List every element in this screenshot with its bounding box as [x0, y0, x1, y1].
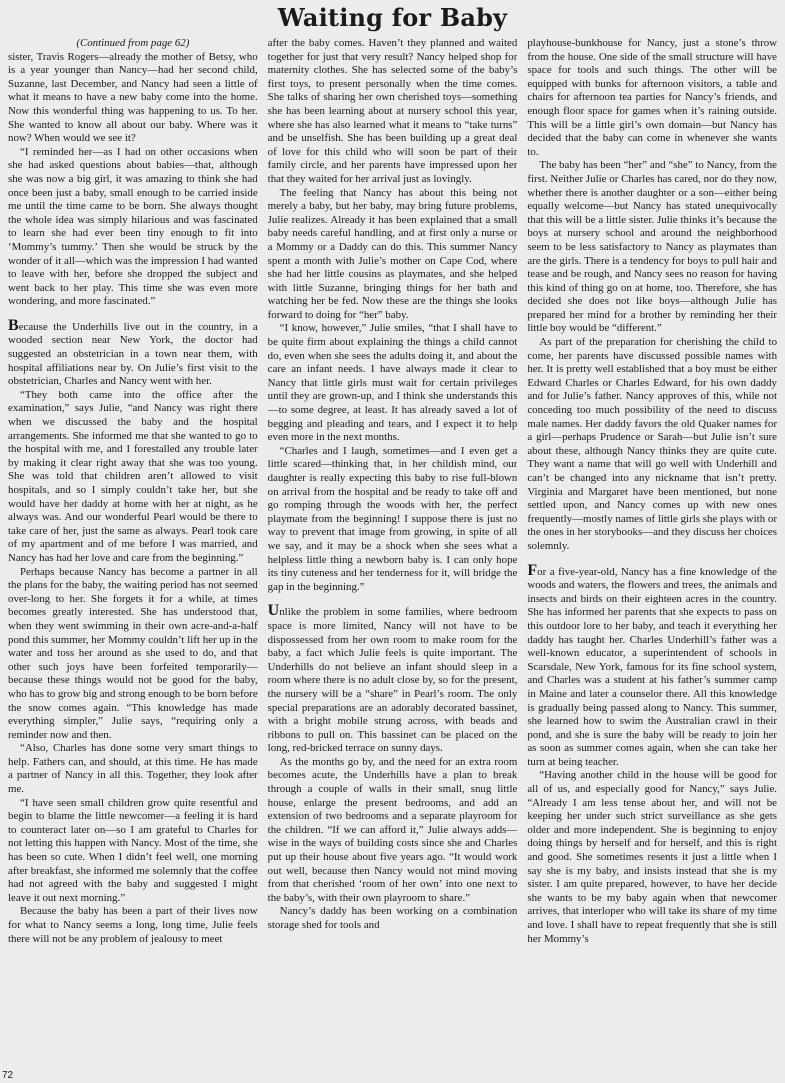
paragraph-text: ecause the Underhills live out in the country, in a wooded section near New York, the doctor had suggested an obstetrician in a town near them, with hospital affiliations near by. On Julie’s first visit to the obstetrician, Charles and Nancy went with her. — [8, 320, 258, 388]
page-number: 72 — [2, 1070, 14, 1081]
paragraph — [268, 187, 518, 323]
drop-cap: B — [8, 316, 19, 334]
paragraph — [268, 604, 518, 756]
paragraph — [8, 146, 258, 309]
paragraph-text: “They both came into the office after the examination,” says Julie, “and Nancy was right there when we discussed the baby and the hospital arrangements. She informed me that she wanted to go to the hospital with me, and I forestalled any trouble later by making it clear right away that she was too young. She was told that children aren’t allowed to visit hospitals, and so I simply couldn’t take her, but she would have her daddy at home with her at night, as he always was. And our wonderful Pearl would be there to take care of her, just the same as always. Pearl took care of my apartment and of me before I was married, and Nancy has had her love and care from the beginning.” — [8, 388, 258, 564]
paragraph-text: “I have seen small children grow quite resentful and begin to blame the little newcomer—a feeling it is hard to counteract later on—so I am grateful to Charles for not letting this happen with Nancy. Most of the time, she has been so cute. When I didn’t feel well, one morning after breakfast, she informed me solemnly that the coffee had not agreed with the baby and suggested I might leave it out next morning.” — [8, 796, 258, 904]
drop-cap: F — [527, 561, 538, 579]
paragraph-text: As the months go by, and the need for an extra room becomes acute, the Underhills have a plan to break through a couple of walls in their small, snug little house, enlarge the present bedrooms, and add an extension of two bedrooms and a separate playroom for the children. “If we can afford it,” Julie always adds—wise in the ways of building costs since she and Charles put up their house about five years ago. “It would work out well, because then Nancy would not mind moving from that cherished ‘room of her own’ into one next to the baby’s, with their own playroom to share.” — [267, 755, 518, 904]
paragraph-text: sister, Travis Rogers—already the mother of Betsy, who is a year younger than Nancy—had her second child, Suzanne, last December, and Nancy had seen a little of what it means to have a new baby come into the home. Now this wonderful thing was happening to us. To her. She wanted to know all about our baby. Where was it now? When would we see it? — [8, 50, 258, 145]
paragraph — [8, 797, 258, 906]
paragraph — [527, 159, 777, 336]
paragraph — [8, 566, 258, 743]
paragraph-text: The baby has been “her” and “she” to Nancy, from the first. Neither Julie or Charles has cared, nor do they now, whether there is another daughter or a son—either being equally welcome—but Nancy has stated unequivocally that this will be a little sister. Julie thinks it’s because the boys at nursery school and around the neighborhood seem to be less satisfactory to Nancy as playmates than are the girls. There is a tendency for boys to pull hair and tease and be rough, and Nancy sees no reason for having this kind of thing go on at home, too. Therefore, she has decided she does not like boys—although Julie has prepared her mind for a brother by reminding her their little boy would be “different.” — [527, 159, 777, 335]
paragraph-text: “I know, however,” Julie smiles, “that I shall have to be quite firm about explaining the things a child cannot do, even when she sees the adults doing it, and about the care an infant needs. I have always made it clear to Nancy that little girls must wait for certain privileges until they are grown-up, and I think she understands this—to some degree, at least. It has already saved a lot of begging and pleading and tears, and I expect it to help even more in the next months. — [267, 322, 518, 444]
paragraph-text: Nancy’s daddy has been working on a combination storage shed for tools and — [267, 905, 518, 931]
paragraph — [268, 756, 518, 906]
paragraph-text: The feeling that Nancy has about this being not merely a baby, but her baby, may bring future problems, Julie realizes. Already it has been explained that a small baby needs careful handling, and at first only a nurse or a Mommy or a Daddy can do this. This summer Nancy spent a month with Julie’s mother on Cape Cod, where she had her little cousins as playmates, and she helped with little Suzanne, bringing things for her bath and watching her be fed. Now these are the things she looks forward to doing for “her” baby. — [267, 186, 518, 321]
text-column-2 — [268, 37, 518, 1077]
article-title: Waiting for Baby — [277, 3, 508, 32]
paragraph-text: playhouse-bunkhouse for Nancy, just a stone’s throw from the house. One side of the small structure will have space for tools and such things. The other will be equipped with bunks for afternoon visitors, a table and chairs for afternoon tea parties for Nancy’s friends, and enough floor space for games when it’s raining outside. This will be a little girl’s own domain—but Nancy has decided that the baby can come in whenever she wants to. — [527, 37, 777, 158]
paragraph — [268, 322, 518, 444]
paragraph-text: nlike the problem in some families, where bedroom space is more limited, Nancy will not have to be dispossessed from her own room to make room for the baby, a fact which Julie feels is quite important. The Underhills do not believe an infant should sleep in a room where there is no adult close by, so for the present, the nursery will be a “share” in Pearl’s room. The only special preparations are an adorably decorated bassinet, with a bright mobile strung across, with beads and ribbons to pull on. This bassinet can be placed on the long, red-bricked terrace on sunny days. — [267, 606, 518, 755]
paragraph — [527, 336, 777, 554]
paragraph — [8, 37, 258, 51]
paragraph-text: or a five-year-old, Nancy has a fine knowledge of the woods and waters, the flowers and trees, the animals and insects and birds on their eighteen acres in the country. She has informed her parents that she expects to pass on this outdoor lore to her baby, and teach it everything her daddy has taught her. Charles Underhill’s father was a well-known educator, a superintendent of schools in Scarsdale, New York, famous for its fine school system, and Charles was a student at his father’s summer camp in Maine and later a counselor there. All this knowledge is gradually being passed along to Nancy. This summer, she learned how to swim the Australian crawl in their pond, and she is sure the baby will be ready to join her as soon as summer comes again, when she can take her turn at being teacher. — [527, 565, 777, 768]
paragraph — [527, 37, 777, 159]
paragraph-text: Because the baby has been a part of their lives now for what to Nancy seems a long, long time, Julie feels there will not be any problem of jealousy to meet — [8, 905, 258, 945]
article-body — [8, 37, 777, 1077]
paragraph-text: “Charles and I laugh, sometimes—and I even get a little scared—thinking that, in her childish mind, our daughter is really expecting this baby to rise full-blown on arrival from the hospital and be ready to take off and go romping through the woods with her, the perfect playmate from the beginning! I suppose there is just no way to prevent that image from growing, in spite of all we say, and it may be a shock when she sees what a helpless little thing a newborn baby is. I can only hope its tiny cuteness and her tenderness for it, will bridge the gap in the beginning.” — [267, 444, 518, 593]
paragraph — [527, 769, 777, 946]
text-column-1 — [8, 37, 258, 1077]
drop-cap: U — [267, 602, 280, 620]
text-column-3 — [527, 37, 777, 1077]
paragraph-text: (Continued from page 62) — [76, 37, 190, 49]
paragraph-text: “Also, Charles has done some very smart things to help. Fathers can, and should, at this time. He has made a partner of Nancy in all this. Together, they look after me. — [8, 742, 258, 796]
paragraph — [8, 51, 258, 146]
paragraph — [268, 37, 518, 187]
paragraph — [8, 742, 258, 796]
paragraph — [8, 905, 258, 946]
magazine-page — [0, 3, 785, 1083]
paragraph-text: “I reminded her—as I had on other occasions when she had asked questions about babies—that, although she was now a big girl, it was amazing to think she had once been just a baby, small enough to be carried inside me until the time came to be born. She always thought the whole idea was simply hilarious and was fascinated to learn she had ever been tiny enough to fit into ‘Mommy’s tummy.’ Then she would be struck by the wonder of it all—which was the impression I had wanted to leave with her, before she dropped the subject and went back to her play. This time she was even more wondering, and more fascinated.” — [8, 145, 258, 308]
paragraph-text: Perhaps because Nancy has become a partner in all the plans for the baby, the waiting period has not seemed over-long to her. She forgets it for a while, at times becomes greatly interested. She has understood that, when they went swimming in their own acre-and-a-half pond this summer, her Mommy couldn’t lift her up in the water and toss her around as she used to do, and that other such joys have been forfeited temporarily—because these things would not be good for the baby, who has to grow big and strong enough to be born before the snow comes again. “This knowledge has made everything simpler,” Julie says, “requiring only a reminder now and then. — [8, 565, 258, 741]
paragraph — [268, 905, 518, 932]
paragraph — [268, 445, 518, 595]
paragraph — [8, 316, 258, 389]
paragraph — [527, 561, 777, 770]
paragraph-text: “Having another child in the house will be good for all of us, and especially good for Nancy,” says Julie. “Already I am less tense about her, and will not be keeping her under such strict surveillance as she gets older and more independent. She is beginning to enjoy doing things by herself and for herself, and this is right and good. She sometimes resents it just a little when I say she is my baby, and insists instead that she is my sister. I am quite prepared, however, to have her decide she wants to be my baby again when that newcomer arrives, that interloper who will take its share of my time and love. I shall have to repeat frequently that she is still her Mommy’s — [527, 769, 777, 945]
paragraph-text: after the baby comes. Haven’t they planned and waited together for just that very result? Nancy helped shop for maternity clothes. She has selected some of the baby’s first toys, to present personally when the time comes. She talks of sharing her own cherished toys—something she has been learning about at nursery school this year, where she has also learned what it means to “take turns” and be unselfish. She has been building up a great deal of love for this child who will soon be part of their family circle, and her parents have impressed upon her that they waited for her arrival just as lovingly. — [267, 37, 518, 185]
paragraph-text: As part of the preparation for cherishing the child to come, her parents have discussed possible names with her. It is pretty well established that a boy must be either Edward Charles or Charles Edward, for his own daddy and for Julie’s father. Nancy approves of this, while not conceding too much possibility of the need to discuss male names. Her daddy favors the old Quaker names for a girl—perhaps Prudence or Sarah—but Julie isn’t sure about these, although Nancy thinks they are quite cute. They want a name that will go well with Underhill and can’t be changed into any nickname that isn’t pretty. Virginia and Margaret have been mentioned, but none settled upon, and Nancy comes up with new ones frequently—mostly names of little girls she plays with or the ones in her storybooks—and they discuss her choices solemnly. — [527, 336, 777, 552]
paragraph — [8, 389, 258, 566]
